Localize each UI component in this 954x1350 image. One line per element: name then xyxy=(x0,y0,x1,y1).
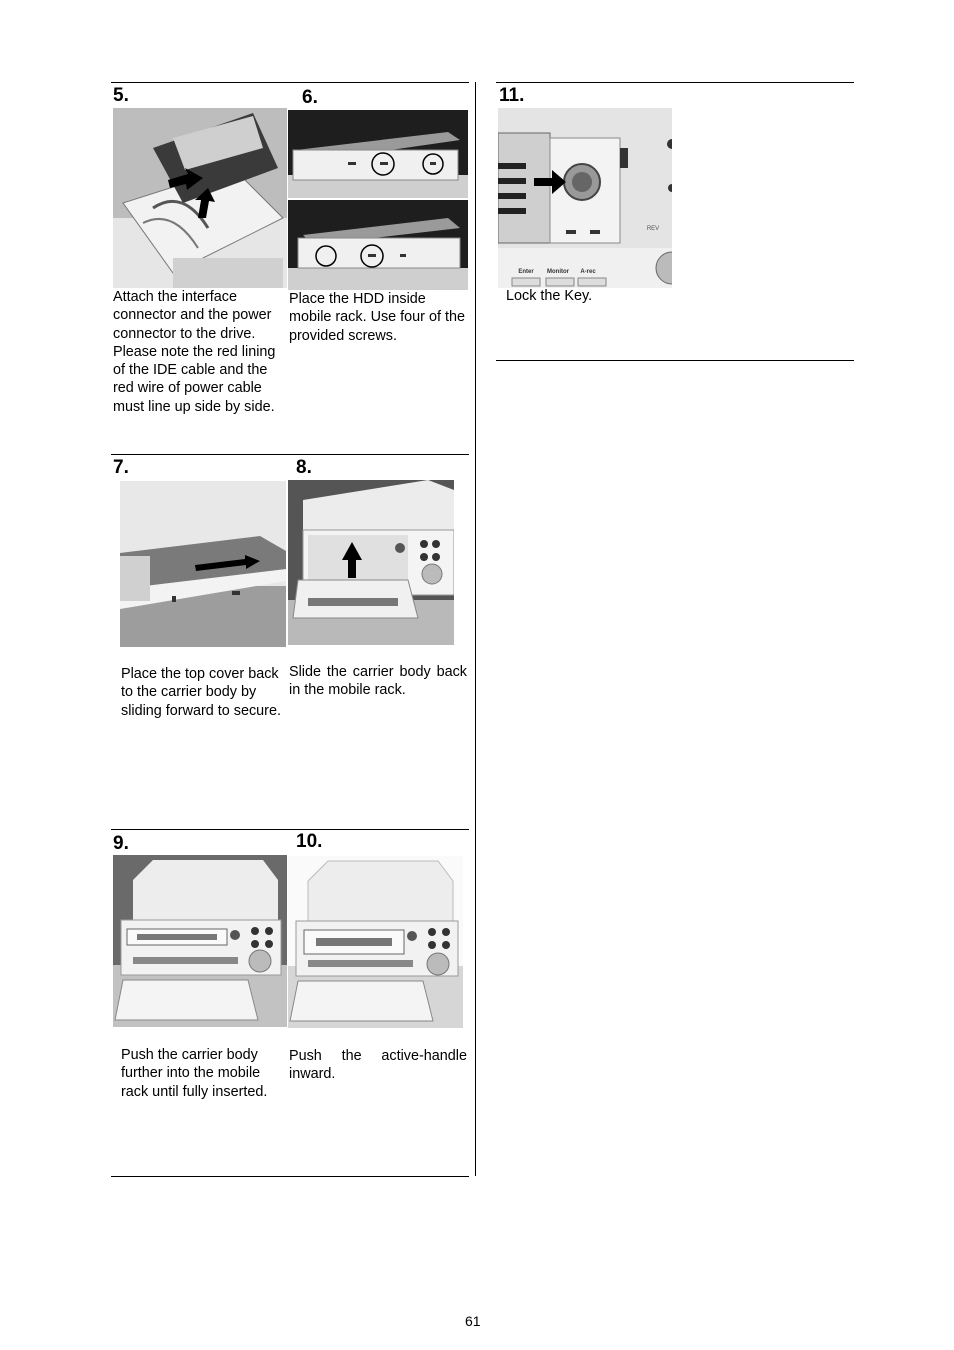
rev-label: REV xyxy=(646,226,660,232)
step-8-caption: Slide the carrier body back in the mobile rack. xyxy=(289,664,467,699)
rule-bottom-left xyxy=(111,1176,469,1177)
step-8-photo xyxy=(288,480,454,645)
step-11-caption: Lock the Key. xyxy=(506,288,593,304)
step-9-photo xyxy=(113,855,287,1027)
rule-top-right xyxy=(496,82,854,83)
step-11-number: 11. xyxy=(499,85,525,106)
step-10-photo xyxy=(288,856,463,1028)
step-5-caption: Attach the interface connector and the power connector to the drive. Please note the red lining of the IDE cable and the red wire of power cable must line up side by side. xyxy=(113,289,276,415)
page-number: 61 xyxy=(465,1313,481,1329)
step-7-photo xyxy=(120,481,286,647)
step-8-number: 8. xyxy=(296,457,312,478)
step-7-number: 7. xyxy=(113,457,129,478)
enter-label: Enter xyxy=(518,269,534,275)
step-6-caption: Place the HDD inside mobile rack. Use four of the provided screws. xyxy=(289,291,465,344)
monitor-label: Monitor xyxy=(547,269,569,275)
rule-row-2 xyxy=(111,454,469,455)
rule-top-left xyxy=(111,82,469,83)
step-6-number: 6. xyxy=(302,87,318,108)
column-divider xyxy=(475,82,476,1176)
rule-right-bottom xyxy=(496,360,854,361)
step-9-caption: Push the carrier body further into the mobile rack until fully inserted. xyxy=(121,1047,268,1100)
step-10-number: 10. xyxy=(296,831,323,852)
step-7-caption: Place the top cover back to the carrier body by sliding forward to secure. xyxy=(121,666,281,719)
step-6-photo-bottom xyxy=(288,200,468,290)
step-11-photo xyxy=(498,108,672,288)
step-5-number: 5. xyxy=(113,85,129,106)
step-10-caption: Push the active-handle inward. xyxy=(289,1048,467,1083)
step-5-photo xyxy=(113,108,287,288)
step-9-number: 9. xyxy=(113,833,129,854)
step-6-photo-top xyxy=(288,110,468,198)
rule-row-3 xyxy=(111,829,469,830)
arec-label: A-rec xyxy=(580,269,596,275)
